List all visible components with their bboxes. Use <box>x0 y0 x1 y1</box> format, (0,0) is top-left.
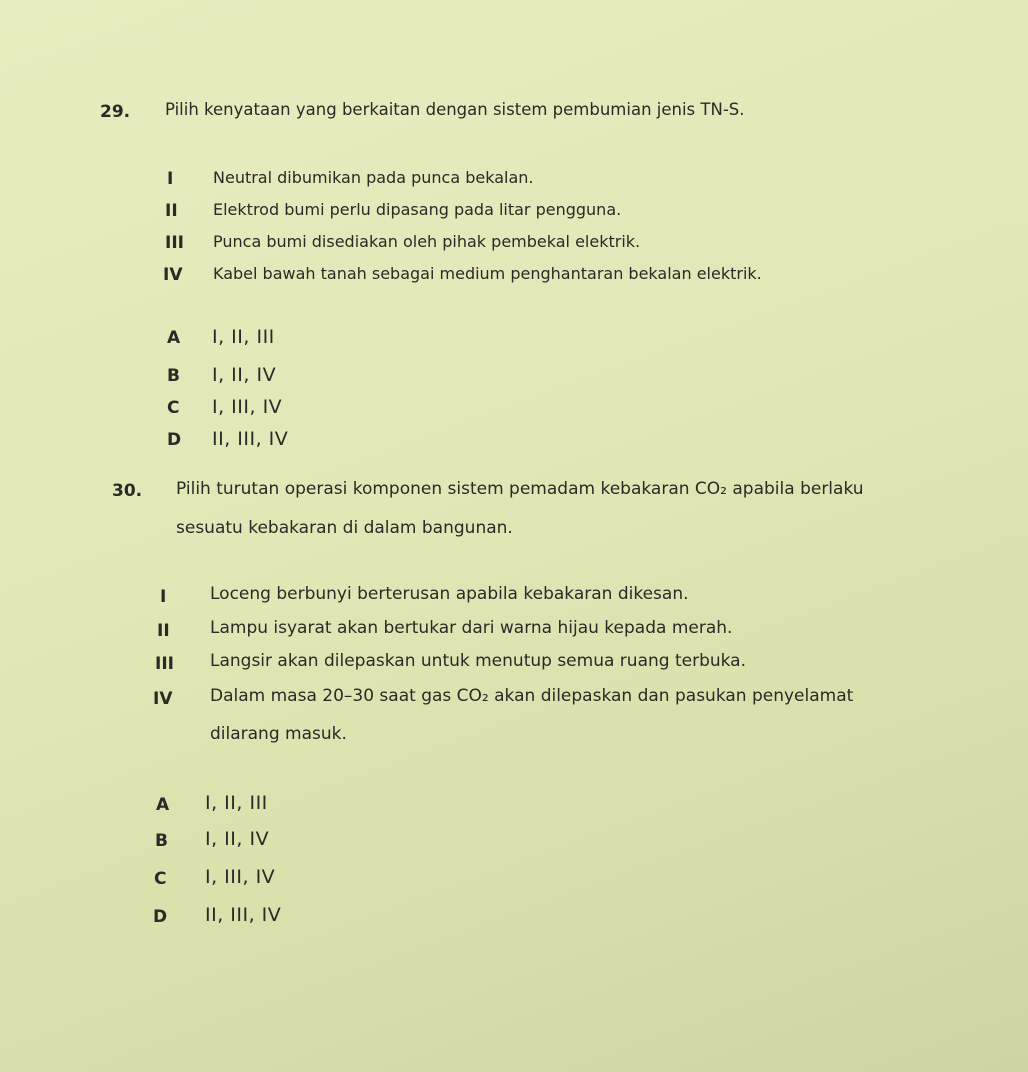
question-prompt: Pilih kenyataan yang berkaitan dengan sistem pembumian jenis TN-S. <box>165 100 745 119</box>
statement-number: II <box>165 201 178 221</box>
option-text[interactable]: I, II, IV <box>205 828 270 850</box>
option-text[interactable]: I, III, IV <box>205 866 276 888</box>
option-letter[interactable]: C <box>154 869 167 889</box>
statement-text: Neutral dibumikan pada punca bekalan. <box>213 168 534 187</box>
question-prompt-line2: sesuatu kebakaran di dalam bangunan. <box>176 518 513 538</box>
statement-number: IV <box>153 689 173 709</box>
option-text[interactable]: I, II, IV <box>212 364 277 386</box>
question-number: 29. <box>100 102 131 122</box>
option-letter[interactable]: D <box>167 430 182 450</box>
option-letter[interactable]: A <box>156 795 170 815</box>
option-letter[interactable]: D <box>153 907 168 927</box>
statement-text: Loceng berbunyi berterusan apabila kebakaran dikesan. <box>210 584 689 604</box>
option-text[interactable]: II, III, IV <box>212 428 289 450</box>
option-text[interactable]: I, II, III <box>212 326 275 348</box>
statement-text: Lampu isyarat akan bertukar dari warna hijau kepada merah. <box>210 618 733 638</box>
option-letter[interactable]: B <box>155 831 168 851</box>
statement-number: III <box>155 654 174 674</box>
option-letter[interactable]: A <box>167 328 181 348</box>
question-prompt-line1: Pilih turutan operasi komponen sistem pemadam kebakaran CO₂ apabila berlaku <box>176 479 864 499</box>
statement-number: II <box>157 621 170 641</box>
option-text[interactable]: I, III, IV <box>212 396 283 418</box>
statement-text: Kabel bawah tanah sebagai medium penghantaran bekalan elektrik. <box>213 264 762 283</box>
statement-text-continued: dilarang masuk. <box>210 724 347 744</box>
statement-text: Elektrod bumi perlu dipasang pada litar pengguna. <box>213 200 622 219</box>
statement-text: Punca bumi disediakan oleh pihak pembekal elektrik. <box>213 232 641 251</box>
option-letter[interactable]: B <box>167 366 180 386</box>
statement-number: III <box>165 233 184 253</box>
statement-number: I <box>160 587 167 607</box>
statement-text: Dalam masa 20–30 saat gas CO₂ akan dilepaskan dan pasukan penyelamat <box>210 686 854 706</box>
question-number: 30. <box>112 481 143 501</box>
option-text[interactable]: II, III, IV <box>205 904 282 926</box>
statement-text: Langsir akan dilepaskan untuk menutup semua ruang terbuka. <box>210 651 746 671</box>
statement-number: I <box>167 169 174 189</box>
statement-number: IV <box>163 265 183 285</box>
option-letter[interactable]: C <box>167 398 180 418</box>
option-text[interactable]: I, II, III <box>205 792 268 814</box>
